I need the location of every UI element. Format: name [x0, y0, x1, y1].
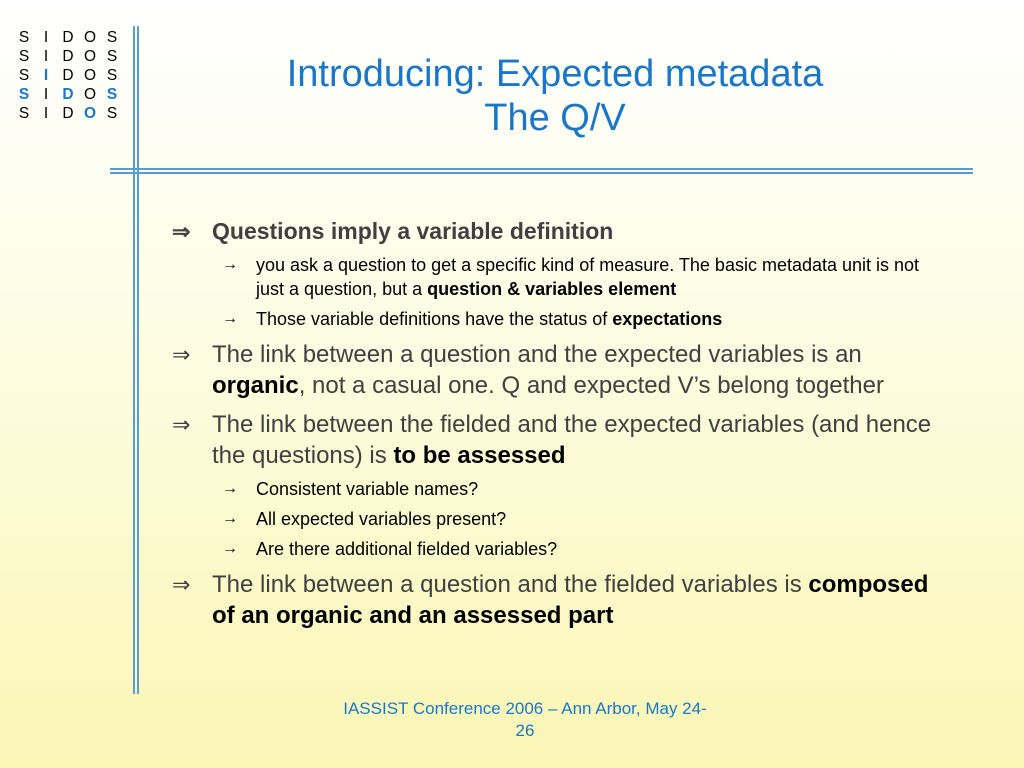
text-run: The link between a question and the expected variables is an — [212, 341, 862, 368]
slide-footer — [300, 698, 750, 742]
logo-letter: S — [18, 105, 30, 122]
bullet-text — [212, 569, 932, 631]
bullet-item — [172, 409, 932, 471]
logo-letter: O — [84, 48, 97, 65]
logo-letter-highlight: I — [43, 67, 49, 84]
bullet-item — [172, 569, 932, 631]
sub-bullet-item — [222, 477, 932, 501]
arrow-icon: → — [222, 480, 238, 497]
sub-bullet-text: All expected variables present? — [256, 509, 507, 529]
text-run: The link between a question and the fielded variables is — [212, 571, 809, 598]
bullet-text — [212, 409, 932, 471]
bold-text: composed of an organic and an assessed part — [212, 571, 929, 629]
logo-letter: I — [43, 48, 49, 65]
horizontal-rule — [110, 168, 973, 170]
logo-letter-highlight: O — [84, 105, 97, 122]
sub-bullet-text — [256, 307, 722, 331]
bold-text: expectations — [612, 309, 723, 329]
logo-letter: I — [43, 86, 49, 103]
sub-bullet-text: Consistent variable names? — [256, 479, 479, 499]
double-arrow-icon: ⇒ — [172, 342, 191, 367]
logo-letter: S — [106, 29, 118, 46]
sidos-logo — [18, 28, 118, 123]
logo-letter: D — [62, 67, 74, 84]
footer-line: IASSIST Conference 2006 – Ann Arbor, May 24- — [343, 699, 707, 718]
text-run: The link between the fielded and the expected variables (and hence the questions) is — [212, 411, 932, 469]
bold-text: organic — [212, 372, 299, 399]
bold-text: to be assessed — [393, 442, 566, 469]
logo-row — [18, 47, 118, 66]
logo-letter-highlight: S — [106, 86, 118, 103]
sub-bullet-item — [222, 507, 932, 531]
bullet-item — [172, 216, 932, 247]
sub-bullet-text: Are there additional fielded variables? — [256, 539, 558, 559]
sub-bullet-item — [222, 307, 932, 331]
double-arrow-icon: ⇒ — [172, 412, 191, 437]
logo-letter: D — [62, 105, 74, 122]
logo-letter: S — [18, 67, 30, 84]
logo-letter: O — [84, 86, 97, 103]
logo-letter: D — [62, 48, 74, 65]
horizontal-rule — [110, 172, 973, 174]
logo-letter: O — [84, 67, 97, 84]
logo-letter: S — [106, 48, 118, 65]
logo-row — [18, 66, 118, 85]
title-line: The Q/V — [484, 97, 626, 139]
logo-letter: I — [43, 105, 49, 122]
vertical-rule — [137, 26, 139, 694]
double-arrow-icon: ⇒ — [172, 572, 191, 597]
sub-bullet-text — [256, 253, 932, 301]
vertical-rule — [133, 26, 135, 694]
title-line: Introducing: Expected metadata — [286, 53, 824, 95]
bullet-item — [172, 339, 932, 401]
logo-row — [18, 28, 118, 47]
sub-bullet-item — [222, 253, 932, 301]
logo-letter: S — [106, 67, 118, 84]
logo-letter: S — [18, 48, 30, 65]
footer-line: 26 — [515, 721, 535, 740]
logo-letter: S — [106, 105, 118, 122]
arrow-icon: → — [222, 310, 238, 327]
logo-row — [18, 85, 118, 104]
text-run: you ask a question to get a specific kind of measure. The basic metadata unit is not just a question, but a — [256, 255, 920, 299]
text-run: Those variable definitions have the status of — [256, 309, 613, 329]
sub-bullet-item — [222, 537, 932, 561]
logo-letter: O — [84, 29, 97, 46]
text-run: , not a casual one. Q and expected V’s belong together — [298, 372, 884, 399]
slide-title — [180, 52, 930, 140]
logo-letter-highlight: S — [18, 86, 30, 103]
bold-text: question & variables element — [427, 279, 677, 299]
logo-letter: S — [18, 29, 30, 46]
logo-letter-highlight: D — [62, 86, 74, 103]
slide-content — [172, 216, 932, 631]
arrow-icon: → — [222, 256, 238, 273]
bullet-text — [212, 339, 932, 401]
bullet-text: Questions imply a variable definition — [212, 218, 614, 244]
logo-letter: D — [62, 29, 74, 46]
double-arrow-icon: ⇒ — [172, 219, 191, 244]
arrow-icon: → — [222, 510, 238, 527]
logo-letter: I — [43, 29, 49, 46]
logo-row — [18, 104, 118, 123]
arrow-icon: → — [222, 540, 238, 557]
